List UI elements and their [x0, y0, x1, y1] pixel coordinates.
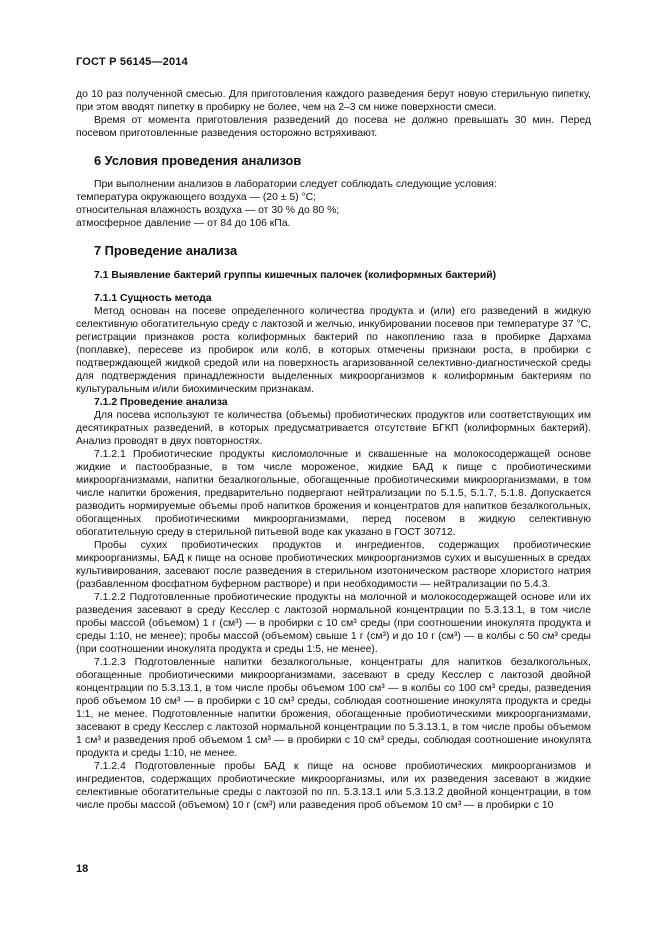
- paragraph-mixing-time: Время от момента приготовления разведений до посева не должно превышать 30 мин. Перед посевом приготовленные разведения осторожно встряхивают.: [76, 115, 591, 139]
- paragraph-conditions-intro: При выполнении анализов в лаборатории следует соблюдать следующие условия:: [94, 179, 497, 190]
- paragraph-continuation: до 10 раз полученной смесью. Для приготовления каждого разведения берут новую стерильную пипетку, при этом вводят пипетку в пробирку не более, чем на 2–3 см ниже поверхности смеси.: [76, 89, 591, 113]
- section-7-heading: 7 Проведение анализа: [94, 243, 238, 258]
- section-7-1-heading: 7.1 Выявление бактерий группы кишечных палочек (колиформных бактерий): [94, 270, 497, 281]
- paragraph-method: Метод основан на посеве определенного количества продукта и (или) его разведений в жидкую селективную обогатительную среду с лактозой и желчью, инкубировании посевов при температуре 37 °С, регистрации признаков роста колиформных бактерий по накоплению газа в пробирке Дархама (поплавке), пересеве из пробирок или колб, в которых отмечены признаки роста, в пробирки с подтверждающей жидкой средой или на поверхность агаризованной селективно-диагностической среды для подтверждения принадлежности выделенных микроорганизмов к колиформным бактериям по культуральным и/или биохимическим признакам.: [76, 306, 591, 395]
- section-6-heading: 6 Условия проведения анализов: [94, 153, 302, 168]
- section-7-1-1-heading: 7.1.1 Сущность метода: [94, 293, 212, 304]
- page-number: 18: [76, 863, 89, 875]
- condition-pressure: атмосферное давление — от 84 до 106 кПа.: [76, 218, 291, 229]
- paragraph-7-1-2-3: 7.1.2.3 Подготовленные напитки безалкогольные, концентраты для напитков безалкогольных, обогащенные пробиотическими микроорганизмами, засевают в среду Кесслер с лактозой двойной концентрации по 5.3.13.1, в том числе пробы объемом 100 см³ — в колбы со 100 см³ среды, разведения проб объемом 10 см³ — в пробирки с 10 см³ среды, соблюдая соотношение инокулята продукта и среды 1:1, не менее. Подготовленные напитки брожения, обогащенные пробиотическими микроорганизмами, засевают в среду Кесслер с лактозой нормальной концентрации по 5.3.13.1, в том числе пробы объемом 1 см³ и разведения проб объемом 1 см³ — в пробирки с 10 см³ среды, соблюдая соотношение инокулята продукта и среды 1:10, не менее.: [76, 657, 591, 759]
- paragraph-7-1-2-1: 7.1.2.1 Пробиотические продукты кисломолочные и сквашенные на молокосодержащей основе жидкие и пастообразные, в том числе мороженое, жидкие БАД к пище с пробиотическими микроорганизмами, напитки безалкогольные, обогащенные пробиотическими микроорганизмами, в том числе напитки брожения, предварительно подвергают нейтрализации по 5.1.5, 5.1.7, 5.1.8. Допускается разводить нормируемые объемы проб напитков брожения и концентратов для напитков безалкогольных, обогащенных пробиотическими микроорганизмами, перед посевом в жидкую селективную обогатительную среду в стерильной питьевой воде как указано в ГОСТ 30712.: [76, 449, 591, 538]
- condition-humidity: относительная влажность воздуха — от 30 % до 80 %;: [76, 205, 340, 216]
- section-7-1-2-heading: 7.1.2 Проведение анализа: [94, 397, 228, 408]
- paragraph-7-1-2-4: 7.1.2.4 Подготовленные пробы БАД к пище на основе пробиотических микроорганизмов и ингредиентов, содержащих пробиотические микроорганизмы, или их разведения засевают в жидкие селективные обогатительные среды с лактозой по пп. 5.3.13.1 или 5.3.13.2 двойной концентрации, в том числе пробы массой (объемом) 10 г (см³) или разведения проб объемом 10 см³ — в пробирки с 10: [76, 761, 591, 811]
- paragraph-dry-products: Пробы сухих пробиотических продуктов и ингредиентов, содержащих пробиотические микроорганизмы, БАД к пище на основе пробиотических микроорганизмов сухих и высушенных в средах культивирования, засевают после разведения в стерильном изотоническом растворе хлористого натрия (разбавленном фосфатном буферном растворе) и при необходимости — нейтрализации по 5.4.3.: [76, 540, 591, 590]
- document-number: ГОСТ Р 56145—2014: [76, 56, 188, 68]
- paragraph-sowing: Для посева используют те количества (объемы) пробиотических продуктов или соответствующих им десятикратных разведений, в которых предусматривается отсутствие БГКП (колиформных бактерий). Анализ проводят в двух повторностях.: [76, 410, 591, 447]
- document-content: [76, 56, 591, 812]
- paragraph-7-1-2-2: 7.1.2.2 Подготовленные пробиотические продукты на молочной и молокосодержащей основе или их разведения засевают в среду Кесслер с лактозой нормальной концентрации по 5.3.13.1, в том числе пробы массой (объемом) 1 г (см³) — в пробирки с 10 см³ среды (при соотношении инокулята продукта и среды 1:10, не менее); пробы массой (объемом) свыше 1 г (см³) и до 10 г (см³) — в колбы с 50 см³ среды (при соотношении инокулята продукта и среды 1:5, не менее).: [76, 592, 591, 655]
- condition-temperature: температура окружающего воздуха — (20 ± 5) °С;: [76, 192, 317, 203]
